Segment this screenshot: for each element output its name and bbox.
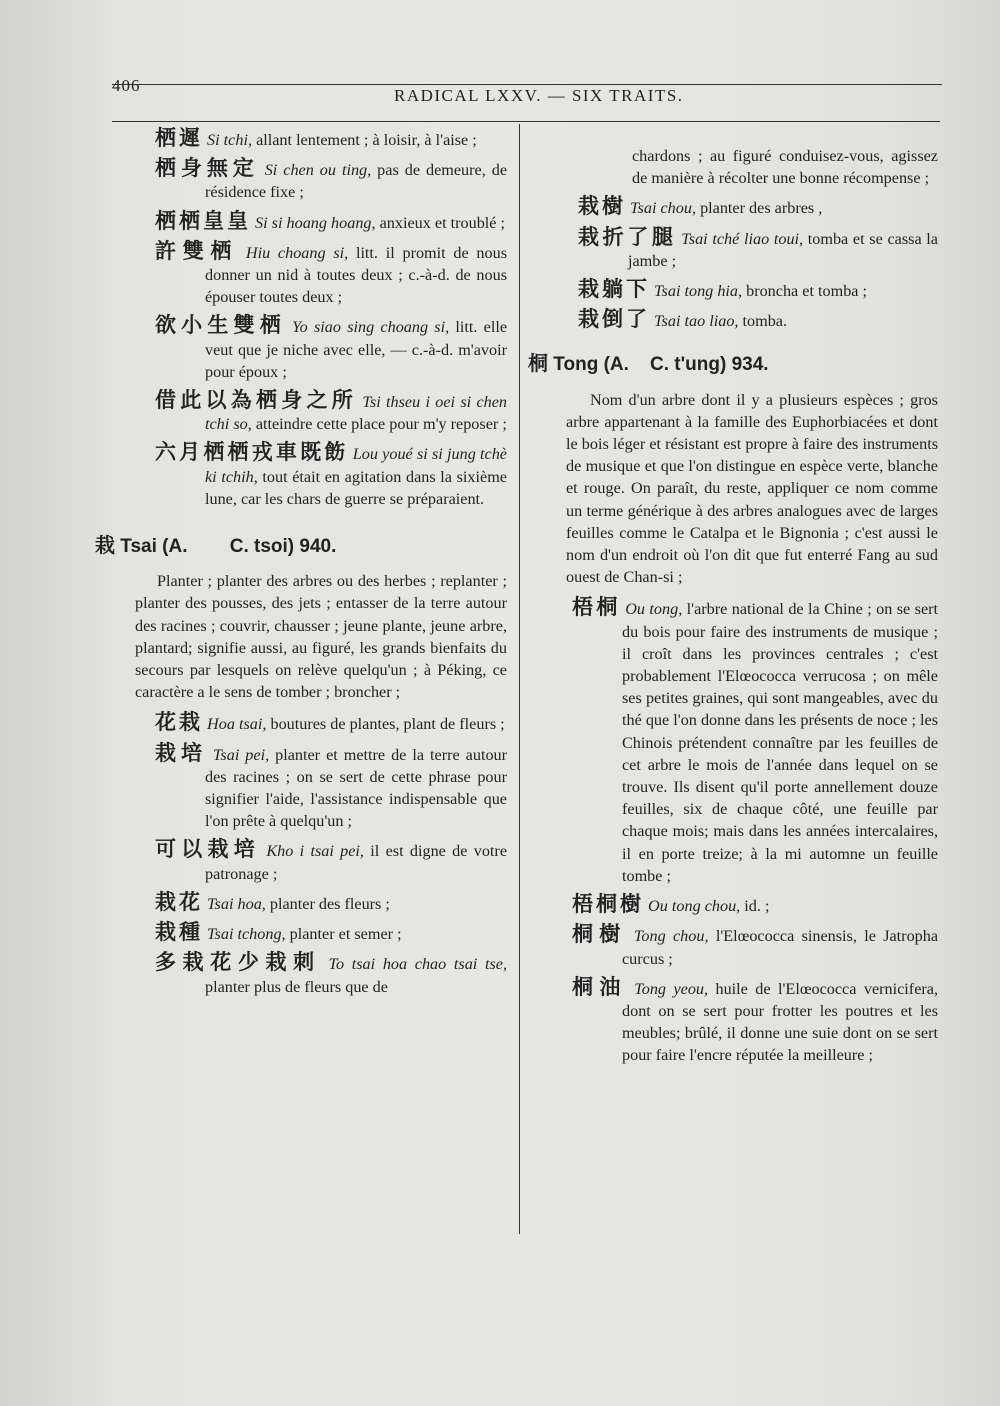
right-entries-top [530,195,938,332]
dictionary-entry [135,314,507,383]
entry-romanization: Yo siao sing choang si, [292,318,450,337]
entry-characters: 栽種 [155,920,203,945]
left-column [95,126,508,1004]
dictionary-entry [135,891,507,915]
entry-characters: 栖身無定 [155,156,259,181]
entry-characters: 栖栖皇皇 [155,208,251,233]
dictionary-entry [135,711,507,735]
headword-character: 栽 [95,533,115,558]
dictionary-entry [135,389,507,435]
dictionary-entry [135,951,507,997]
entry-definition: anxieux et troublé ; [375,213,506,232]
definition-paragraph: Planter ; planter des arbres ou des herbes ; replanter ; planter des pousses, des jets ; entasser de la terre autour des racines ; couvrir, chausser ; jeune plante, jeune arbre, plantard; signifie aussi, au figuré, les grands bienfaits du secours par lesquels on relève quelqu'un ; à Péking, ce caractère a le sens de tomber ; broncher ; [135,572,507,702]
entry-definition: planter et mettre de la terre autour des racines ; on se sert de cette phrase pour signifier l'aide, l'assistance indispensable que l'on prête à quelqu'un ; [205,745,508,831]
entry-characters: 欲小生雙栖 [155,313,286,338]
dictionary-entry [530,195,938,219]
entry-characters: 六月栖栖戎車既飭 [155,440,349,465]
dictionary-entry [530,278,938,302]
entry-romanization: Tsai tché liao toui, [681,229,804,248]
entry-romanization: Ou tong, [625,600,683,619]
entry-romanization: Lou youé si si jung tchè ki tchih, [205,445,507,486]
dictionary-entry [135,838,507,884]
entry-definition: l'Elœococca sinensis, le Jatropha curcus ; [622,927,939,968]
entry-characters: 許雙栖 [155,238,239,263]
headword-tsai [95,534,507,558]
entry-characters: 栽躺下 [578,277,650,302]
entry-definition: allant lentement ; à loisir, à l'aise ; [252,131,477,149]
entry-romanization: Tong yeou, [634,979,709,998]
entry-definition: planter des arbres , [696,199,823,218]
entry-definition: l'arbre national de la Chine ; on se sert du bois pour faire des instruments de musique ; il croît dans les provinces centrales ; c'est probablement l'Elœococca verrucosa ; on mêle ses petites graines, qui sont mangeables, avec du thé que l'on donne dans les présents de noce ; les Chinois prétendent connaître par les feuilles de cet arbre le mois de l'année dans lequel on se trouve. Ils disent qu'il porte annellement douze feuilles, six de chaque côté, une feuille par chaque mois; mais dans les années intercalaires, il en porte treize; à la mi automne un feuille tombe ; [622,600,939,885]
entry-romanization: Tsai tong hia, [654,282,743,301]
entry-characters: 栽培 [155,740,207,765]
entry-definition: huile de l'Elœococca vernicifera, dont on se sert pour frotter les poutres et les meubles; brûlé, il donne une suie dont on se sert pour faire l'encre réputée la meilleure ; [622,979,939,1065]
dictionary-entry [135,157,507,203]
entry-characters: 栽花 [155,889,203,914]
page-number: 406 [112,76,141,95]
entry-romanization: Hiu choang si, [245,243,349,262]
entry-romanization: Ou tong chou, [648,897,741,916]
entry-definition: planter des fleurs ; [265,894,390,913]
entry-romanization: Hoa tsai, [207,715,267,734]
entry-romanization: Tsai tchong, [207,925,286,944]
entry-characters: 借此以為栖身之所 [155,388,358,413]
entry-characters: 桐樹 [572,922,627,947]
entry-characters: 栖遲 [155,126,203,150]
entry-characters: 可以栽培 [155,837,261,862]
entry-definition: litt. elle veut que je niche avec elle, — c.-à-d. m'avoir pour époux ; [205,318,508,381]
dictionary-entry [530,893,938,917]
entry-romanization: Tong chou, [633,927,709,946]
dictionary-entry [135,240,507,309]
entry-romanization: Si si hoang hoang, [255,213,376,232]
entry-characters: 花栽 [155,710,203,735]
entry-romanization: Tsi thseu i oei si chen tchi so, [205,393,508,434]
dictionary-entry [135,441,507,510]
column-divider [519,124,520,1234]
right-entries-bottom [530,596,938,1066]
entry-romanization: To tsai hoa chao tsai tse, [328,955,508,974]
entry-romanization: Si tchi, [207,131,253,149]
headword-reference: C. tsoi) 940. [229,536,337,558]
entry-definition: tomba et se cassa la jambe ; [628,229,938,270]
left-entries-bottom [135,711,507,997]
dictionary-entry [530,923,938,969]
headword-label: Tsai (A. [120,536,188,558]
entry-characters: 栽倒了 [578,307,650,332]
entry-definition: planter plus de fleurs que de [205,977,388,996]
dictionary-entry [530,596,938,887]
dictionary-entry [530,976,938,1067]
headword-reference: C. t'ung) 934. [650,354,769,376]
headword-tong [528,352,938,376]
dictionary-entry [530,308,938,332]
entry-definition: il est digne de votre patronage ; [205,842,508,883]
column-top-rule [112,121,940,122]
continuation-text: chardons ; au figuré conduisez-vous, agissez de manière à récolter une bonne récompense ; [632,147,938,188]
entry-characters: 梧桐樹 [572,892,644,917]
entry-definition: tomba. [738,312,788,331]
entry-characters: 栽折了腿 [578,224,677,249]
entry-romanization: Tsai hoa, [207,894,266,913]
entry-definition: boutures de plantes, plant de fleurs ; [266,715,505,734]
dictionary-entry [530,226,938,272]
entry-characters: 栽樹 [578,194,626,219]
entry-romanization: Tsai pei, [212,745,270,764]
running-title: RADICAL LXXV. — SIX TRAITS. [394,86,684,105]
entry-romanization: Si chen ou ting, [264,161,372,180]
entry-definition: id. ; [740,897,770,916]
entry-definition: litt. il promit de nous donner un nid à toutes deux ; c.-à-d. de nous épouser toutes deux ; [205,243,508,307]
dictionary-entry [135,127,507,151]
entry-characters: 多栽花少栽刺 [155,950,321,975]
entry-definition: atteindre cette place pour m'y reposer ; [251,415,507,434]
entry-definition: pas de demeure, de résidence fixe ; [205,161,508,202]
left-entries-top [135,127,507,510]
headword-character: 桐 [528,351,548,376]
entry-characters: 桐油 [572,974,627,999]
entry-definition: tout était en agitation dans la sixième lune, car les chars de guerre se préparaient. [205,467,507,508]
entry-definition: planter et semer ; [285,925,402,944]
right-column [530,145,938,1073]
definition-paragraph: Nom d'un arbre dont il y a plusieurs espèces ; gros arbre appartenant à la famille des Euphorbiacées et dont le bois léger et résistant est propre à faire des instruments de musique et que l'on distingue en espèce verte, blanche et rouge. On paraît, du reste, appliquer ce nom comme un terme générique à des arbres analogues avec de larges feuilles comme le Catalpa et le Bignonia ; c'est aussi le nom d'un endroit où l'on dit que fut enterré Fang au sud ouest de Chan-si ; [566,390,938,587]
dictionary-entry [135,210,507,234]
entry-romanization: Tsai tao liao, [654,312,739,331]
entry-romanization: Tsai chou, [630,199,697,218]
headword-label: Tong (A. [553,354,629,376]
dictionary-entry [135,742,507,833]
entry-romanization: Kho i tsai pei, [266,842,364,861]
entry-characters: 梧桐 [572,595,621,620]
dictionary-entry [135,921,507,945]
page-header [112,74,942,104]
entry-definition: broncha et tomba ; [742,282,868,301]
header-rule [112,84,942,85]
